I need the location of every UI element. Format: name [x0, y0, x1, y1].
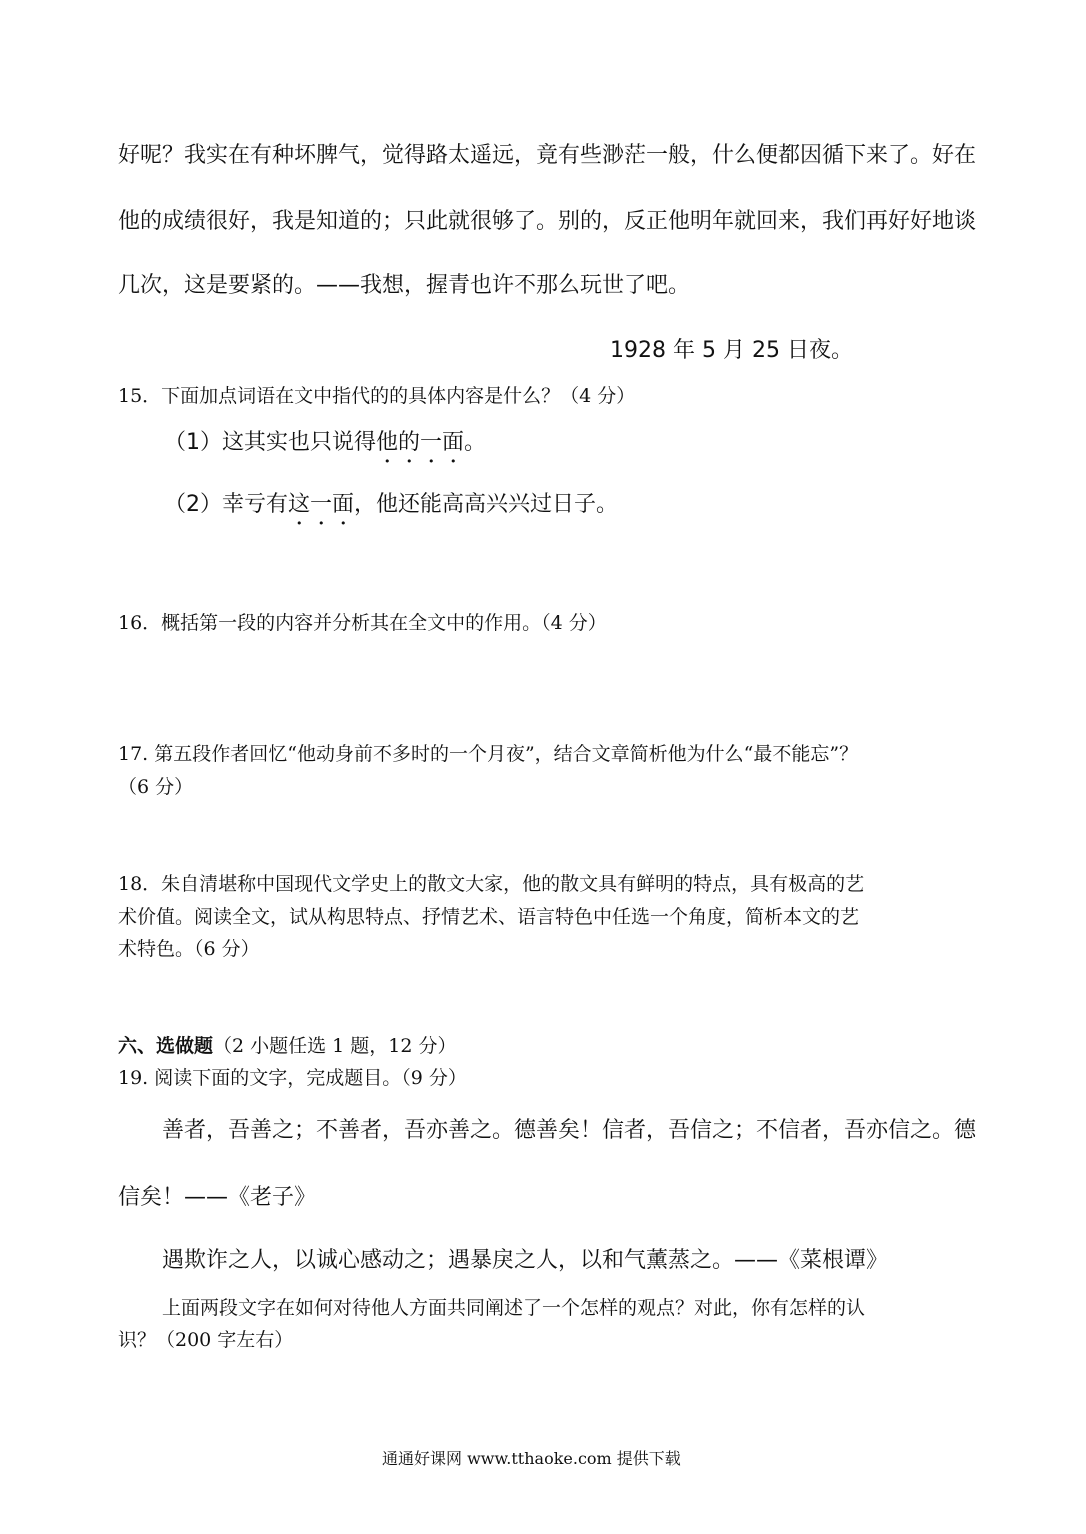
- section-6-title: [118, 1031, 457, 1058]
- sub-1-dotted-term: 他的一面: [376, 430, 465, 455]
- sub-2-dotted-term: 这一面: [288, 492, 355, 517]
- sub-1-suffix: 。: [464, 430, 487, 455]
- passage-line-2: 他的成绩很好，我是知道的；只此就很够了。别的，反正他明年就回来，我们再好好地谈: [118, 209, 977, 234]
- section-6-note: （2 小题任选 1 题，12 分）: [213, 1035, 457, 1057]
- sub-1-prefix: （1）这其实也只说得: [164, 430, 376, 455]
- quote-caigentan: 遇欺诈之人，以诚心感动之；遇暴戾之人，以和气薰蒸之。——《菜根谭》: [162, 1248, 889, 1273]
- quote-laozi-line-1: 善者，吾善之；不善者，吾亦善之。德善矣！信者，吾信之；不信者，吾亦信之。德: [162, 1118, 977, 1143]
- quote-laozi-line-2: 信矣！——《老子》: [118, 1185, 317, 1210]
- question-18-line-2: 术价值。阅读全文，试从构思特点、抒情艺术、语言特色中任选一个角度，简析本文的艺: [118, 906, 860, 928]
- question-18-line-1: 18．朱自清堪称中国现代文学史上的散文大家，他的散文具有鲜明的特点，具有极高的艺: [118, 873, 865, 895]
- sub-2-prefix: （2）幸亏有: [164, 492, 288, 517]
- page-footer: 通通好课网 www.tthaoke.com 提供下载: [382, 1449, 681, 1468]
- section-6-heading: 六、选做题: [118, 1035, 214, 1057]
- passage-date: 1928 年 5 月 25 日夜。: [610, 338, 853, 363]
- passage-line-1: 好呢？我实在有种坏脾气，觉得路太遥远，竟有些渺茫一般，什么便都因循下来了。好在: [118, 143, 977, 168]
- question-15-stem: 15．下面加点词语在文中指代的的具体内容是什么？（4 分）: [118, 385, 636, 407]
- question-19-prompt-line-1: 上面两段文字在如何对待他人方面共同阐述了一个怎样的观点？对此，你有怎样的认: [162, 1297, 866, 1319]
- sub-2-suffix: ，他还能高高兴兴过日子。: [354, 492, 619, 517]
- question-15-sub-2: [164, 487, 618, 530]
- question-16-stem: 16．概括第一段的内容并分析其在全文中的作用。（4 分）: [118, 612, 607, 634]
- question-17-line-2: （6 分）: [118, 776, 194, 798]
- question-15-sub-1: [164, 425, 486, 468]
- passage-line-3: 几次，这是要紧的。——我想，握青也许不那么玩世了吧。: [118, 273, 691, 298]
- question-19-stem: 19. 阅读下面的文字，完成题目。（9 分）: [118, 1067, 467, 1089]
- question-19-prompt-line-2: 识？（200 字左右）: [118, 1329, 294, 1351]
- question-18-line-3: 术特色。（6 分）: [118, 938, 260, 960]
- question-17-line-1: 17. 第五段作者回忆“他动身前不多时的一个月夜”，结合文章简析他为什么“最不能忘”？: [118, 743, 859, 765]
